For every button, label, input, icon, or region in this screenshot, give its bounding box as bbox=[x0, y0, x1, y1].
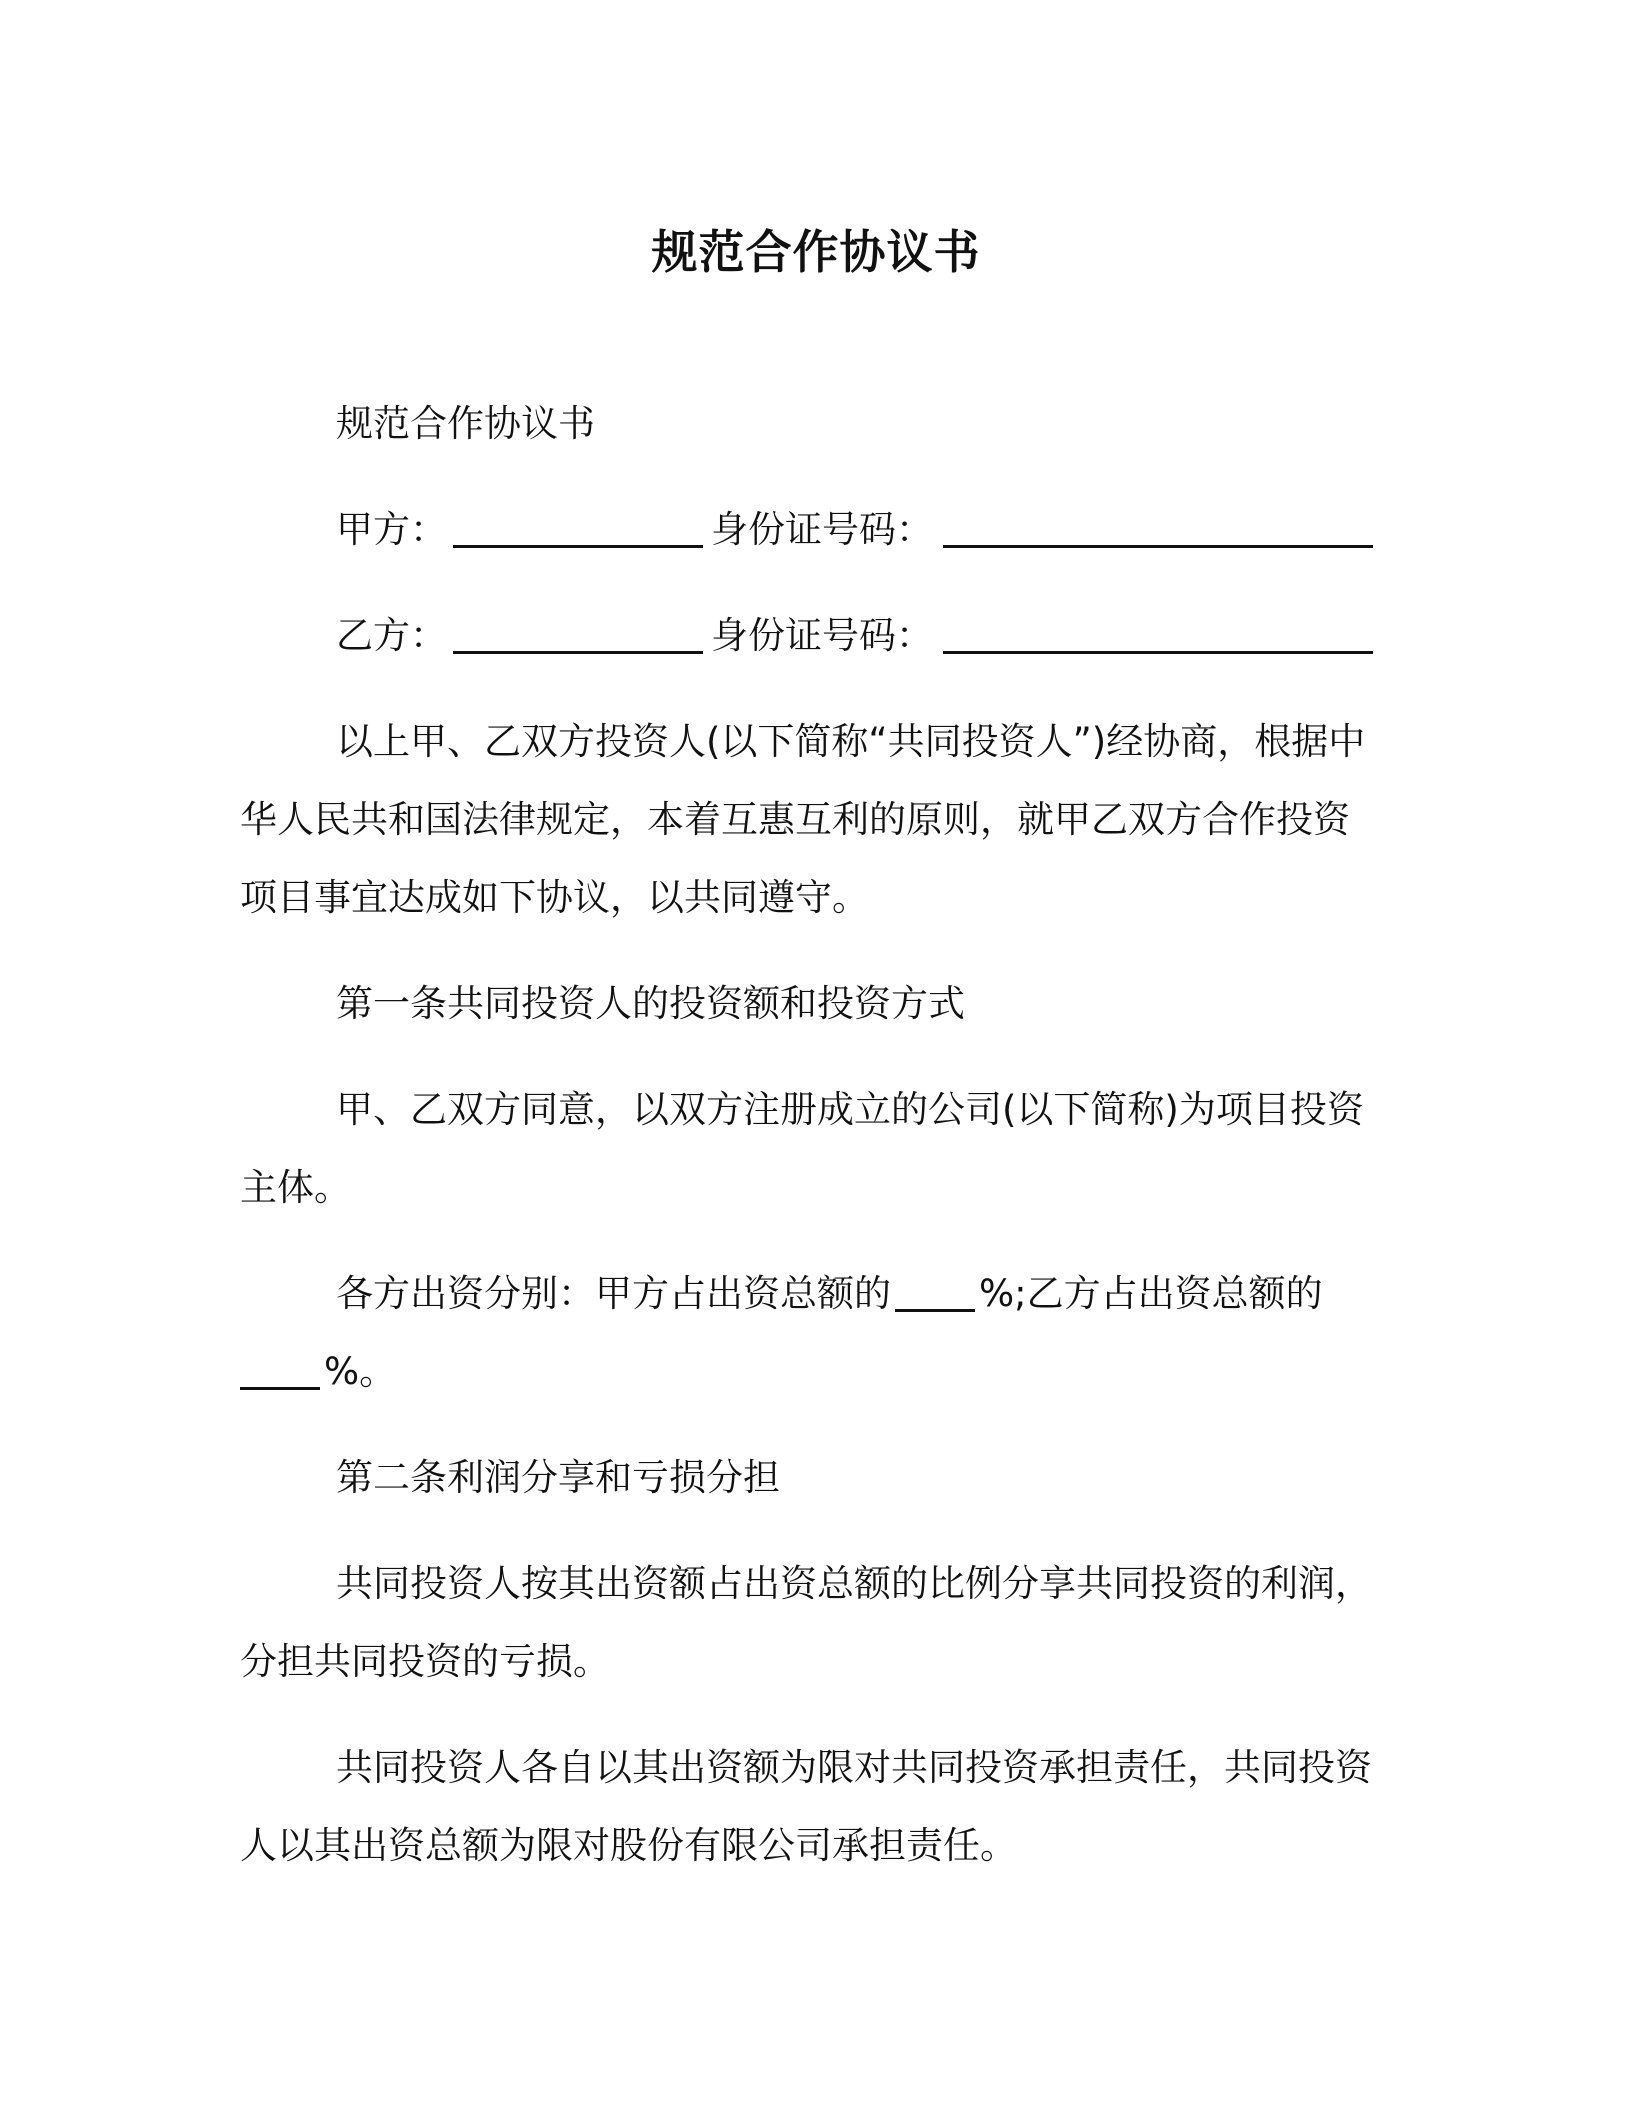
intro-paragraph: 以上甲、乙双方投资人(以下简称“共同投资人”)经协商，根据中华人民共和国法律规定，本着互惠互利的原则，就甲乙双方合作投资项目事宜达成如下协议，以共同遵守。 bbox=[240, 720, 1366, 919]
document-body bbox=[240, 385, 1380, 1913]
party-a-id-label: 身份证号码： bbox=[711, 508, 933, 551]
document-title: 规范合作协议书 bbox=[651, 225, 981, 279]
party-a-line bbox=[240, 491, 1380, 569]
article-2-paragraph-1: 共同投资人按其出资额占出资总额的比例分享共同投资的利润，分担共同投资的亏损。 bbox=[240, 1562, 1372, 1683]
party-b-label: 乙方： bbox=[336, 614, 447, 657]
party-b-id-label: 身份证号码： bbox=[711, 614, 933, 657]
party-b-name-blank bbox=[453, 611, 703, 654]
article-2-title: 第二条利润分享和亏损分担 bbox=[336, 1456, 780, 1499]
article-1-title: 第一条共同投资人的投资额和投资方式 bbox=[336, 982, 965, 1025]
share-middle: %;乙方占出资总额的 bbox=[979, 1272, 1323, 1315]
article-1-paragraph: 甲、乙双方同意，以双方注册成立的公司(以下简称)为项目投资主体。 bbox=[240, 1088, 1364, 1209]
share-suffix: %。 bbox=[324, 1350, 397, 1393]
party-b-share-blank bbox=[240, 1347, 320, 1390]
party-a-share-blank bbox=[895, 1269, 975, 1312]
party-a-name-blank bbox=[453, 505, 703, 548]
share-paragraph bbox=[240, 1255, 1380, 1411]
share-prefix: 各方出资分别：甲方占出资总额的 bbox=[336, 1272, 891, 1315]
party-a-id-blank bbox=[943, 505, 1373, 548]
party-b-id-blank bbox=[943, 611, 1373, 654]
document-subtitle: 规范合作协议书 bbox=[336, 402, 595, 445]
party-b-line bbox=[240, 597, 1380, 675]
article-2-paragraph-2: 共同投资人各自以其出资额为限对共同投资承担责任，共同投资人以其出资总额为限对股份有限公司承担责任。 bbox=[240, 1746, 1372, 1867]
party-a-label: 甲方： bbox=[336, 508, 447, 551]
